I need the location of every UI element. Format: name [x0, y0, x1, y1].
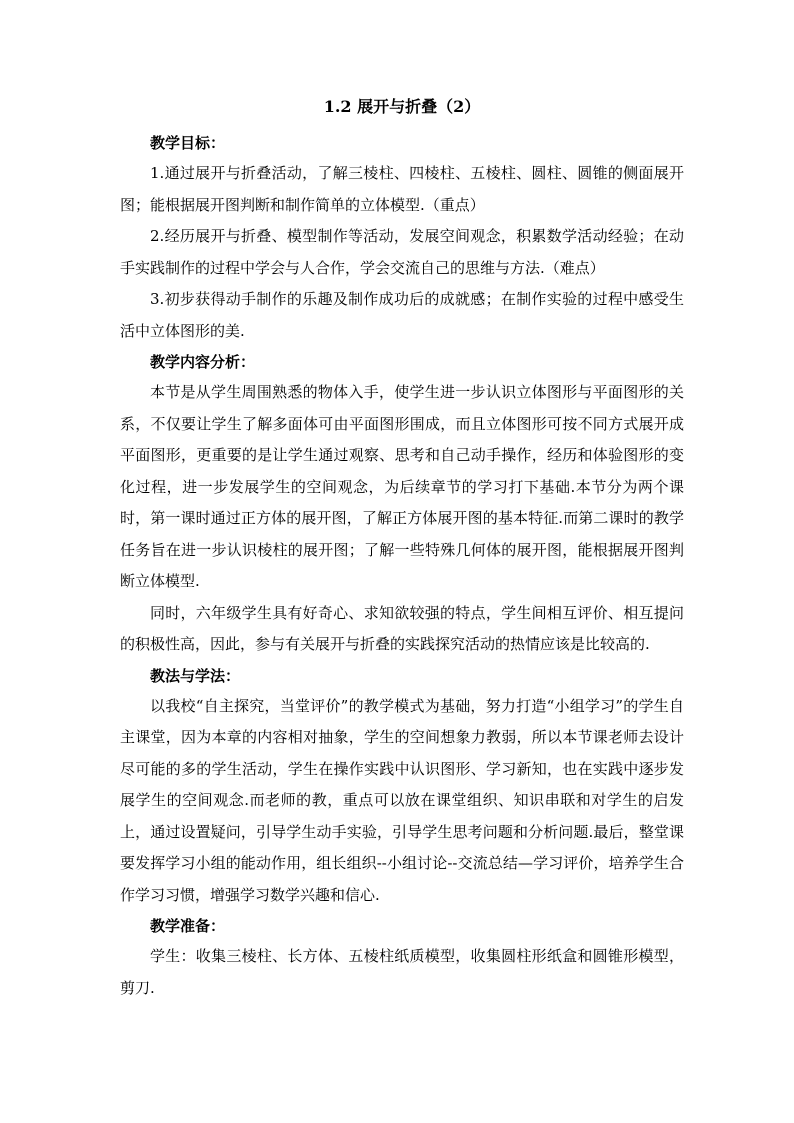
- paragraph: 以我校“自主探究，当堂评价”的教学模式为基础，努力打造“小组学习”的学生自主课堂，因为本章的内容相对抽象，学生的空间想象力教弱，所以本节课老师去设计尽可能的多的学生活动，学生在操作实践中认识图形、学习新知，也在实践中逐步发展学生的空间观念.而老师的教，重点可以放在课堂组织、知识串联和对学生的启发上，通过设置疑问，引导学生动手实验，引导学生思考问题和分析问题.最后，整堂课要发挥学习小组的能动作用，组长组织--小组讨论--交流总结—学习评价，培养学生合作学习习惯，增强学习数学兴趣和信心.: [120, 696, 684, 904]
- document-page: [120, 96, 684, 1004]
- section-heading: 教法与学法：: [150, 666, 241, 685]
- paragraph: 3.初步获得动手制作的乐趣及制作成功后的成就感；在制作实验的过程中感受生活中立体图形的美.: [120, 290, 684, 340]
- section-content-analysis: [120, 347, 684, 661]
- section-teaching-goals: [120, 128, 684, 347]
- paragraph: 2.经历展开与折叠、模型制作等活动，发展空间观念，积累数学活动经验；在动手实践制作的过程中学会与人合作，学会交流自己的思维与方法.（难点）: [120, 227, 684, 277]
- section-teaching-preparation: [120, 911, 684, 1004]
- section-heading: 教学准备：: [150, 917, 226, 935]
- paragraph: 本节是从学生周围熟悉的物体入手，使学生进一步认识立体图形与平面图形的关系，不仅要让学生了解多面体可由平面图形围成，而且立体图形可按不同方式展开成平面图形，更重要的是让学生通过观察、思考和自己动手操作，经历和体验图形的变化过程，进一步发展学生的空间观念，为后续章节的学习打下基础.本节分为两个课时，第一课时通过正方体的展开图，了解正方体展开图的基本特征.而第二课时的教学任务旨在进一步认识棱柱的展开图；了解一些特殊几何体的展开图，能根据展开图判断立体模型.: [120, 383, 684, 590]
- section-heading: 教学内容分析：: [150, 353, 256, 371]
- section-teaching-methods: [120, 661, 684, 912]
- paragraph: 1.通过展开与折叠活动，了解三棱柱、四棱柱、五棱柱、圆柱、圆锥的侧面展开图；能根据展开图判断和制作简单的立体模型.（重点）: [120, 164, 684, 214]
- section-heading: 教学目标：: [150, 134, 226, 152]
- page-title: 1.2 展开与折叠（2）: [323, 97, 481, 116]
- paragraph: 学生：收集三棱柱、长方体、五棱柱纸质模型，收集圆柱形纸盒和圆锥形模型，剪刀.: [120, 947, 684, 997]
- paragraph: 同时，六年级学生具有好奇心、求知欲较强的特点，学生间相互评价、相互提问的积极性高，因此，参与有关展开与折叠的实践探究活动的热情应该是比较高的.: [120, 603, 684, 653]
